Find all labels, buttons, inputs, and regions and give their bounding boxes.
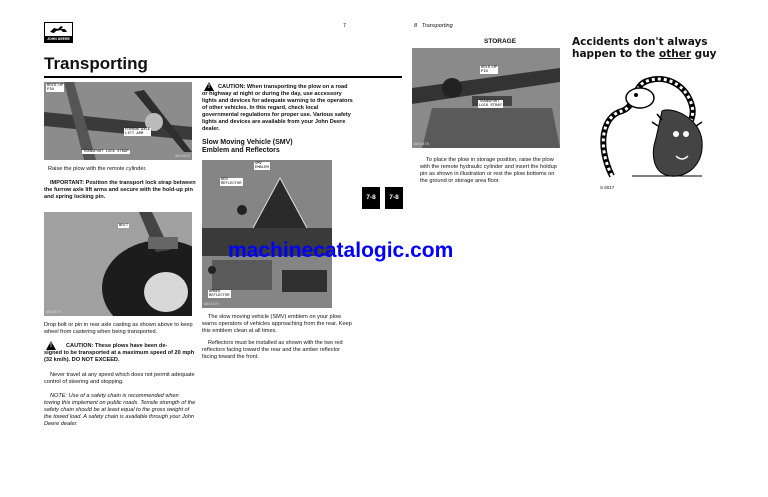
- photo-code: A8C4475: [204, 303, 219, 307]
- label-amber-reflector: AMBER REFLECTOR: [209, 290, 230, 299]
- photo-transport-lock-strap: [44, 82, 192, 160]
- john-deere-logo: [44, 22, 73, 43]
- label-smv-emblem: SMV EMBLEM: [255, 162, 269, 171]
- caution-speed-line1: CAUTION: These plows have been de-: [66, 343, 168, 349]
- label-transport-lock-strap: TRANSPORT LOCK STRAP: [83, 150, 129, 154]
- photo-rear-wheel-bolt: [44, 212, 192, 316]
- storage-heading: STORAGE: [484, 38, 517, 45]
- important-note: IMPORTANT: Position the transport lock strap between the furrow axle lift arms and secure with the hold-up pin and spring locking pin.: [44, 180, 196, 200]
- label-hold-up-pin: HOLD-UP PIN: [47, 84, 63, 93]
- label-red-reflector: RED REFLECTOR: [221, 178, 242, 187]
- watermark: machinecatalogic.com: [228, 239, 454, 262]
- page-number: 8: [414, 23, 418, 29]
- page-title: Transporting: [44, 54, 148, 73]
- section-tab-right: 7-8: [385, 187, 403, 209]
- caution-icon: [46, 341, 56, 350]
- cartoon-caption: [572, 36, 748, 60]
- drop-bolt-text: Drop bolt or pin in rear axle casting as shown above to keep wheel from castering when being transported.: [44, 322, 193, 335]
- cartoon-line2: [572, 48, 748, 60]
- never-travel-text: Never travel at any speed which does not permit adequate control of steering and stopping.: [44, 372, 195, 385]
- logo-text: JOHN DEERE: [45, 36, 72, 42]
- cartoon-snake-illustration: [592, 66, 712, 184]
- cartoon-emphasis: other: [659, 48, 692, 60]
- photo-code: A8C4473: [175, 155, 190, 159]
- smv-heading-2: Emblem and Reflectors: [202, 147, 280, 154]
- photo-code: A8C4476: [414, 143, 429, 147]
- photo-smv-emblem: [202, 160, 332, 308]
- deer-logo-icon: [45, 23, 72, 35]
- smv-description: The slow moving vehicle (SMV) emblem on your plow warns operators of vehicles approaching from the rear. Keep this emblem clean at all times.: [202, 314, 352, 334]
- cartoon-line1: Accidents don't always: [572, 36, 708, 48]
- section-tab-left: 7-8: [362, 187, 380, 209]
- page-number-left: 7: [343, 23, 347, 29]
- label-transport-lock-strap: TRANSPORT LOCK STRAP: [479, 100, 502, 109]
- cartoon-code: S 6017: [600, 185, 615, 190]
- page-number-right: [414, 23, 453, 30]
- caution-night-transport: CAUTION: When transporting the plow on a road or highway at night or during the day, use accessory lights and devices for adequate warning to the operators of other vehicles. In this regard, check local governmental regulations for proper use. Various safety lights and devices are available from your John Deere dealer.: [202, 84, 353, 132]
- reflectors-description: Reflectors must be installed as shown with the two red reflectors facing toward the rear and the amber reflector facing toward the front.: [202, 340, 343, 360]
- running-header: Transporting: [421, 23, 453, 29]
- label-furrow-axle-lift-arm: FURROW AXLE LIFT ARM: [125, 128, 151, 137]
- raise-plow-text: Raise the plow with the remote cylinder.: [48, 166, 147, 172]
- photo-storage: [412, 48, 560, 148]
- photo-code: A8C4474: [46, 311, 61, 315]
- label-bolt: BOLT: [119, 224, 129, 228]
- smv-heading-1: Slow Moving Vehicle (SMV): [202, 139, 293, 146]
- label-hold-up-pin: HOLD-UP PIN: [481, 66, 497, 75]
- storage-text: To place the plow in storage position, raise the plow with the remote hydraulic cylinder and insert the holdup pin as shown in illustration or rest the plow bottoms on the ground or storage area floor.: [420, 157, 557, 184]
- cartoon-line2-a: happen to the: [572, 48, 660, 60]
- title-rule: [44, 76, 402, 78]
- caution-speed-rest: signed to be transported at a maximum speed of 20 mph (32 km/h). DO NOT EXCEED.: [44, 350, 195, 363]
- cartoon-line2-c: guy: [691, 48, 717, 60]
- safety-chain-note: NOTE: Use of a safety chain is recommended when towing this implement on public roads. Tensile strength of the safety chain should be at least equal to the gross weight of the towed load. A safety chain is available through your John Deere dealer.: [44, 393, 196, 427]
